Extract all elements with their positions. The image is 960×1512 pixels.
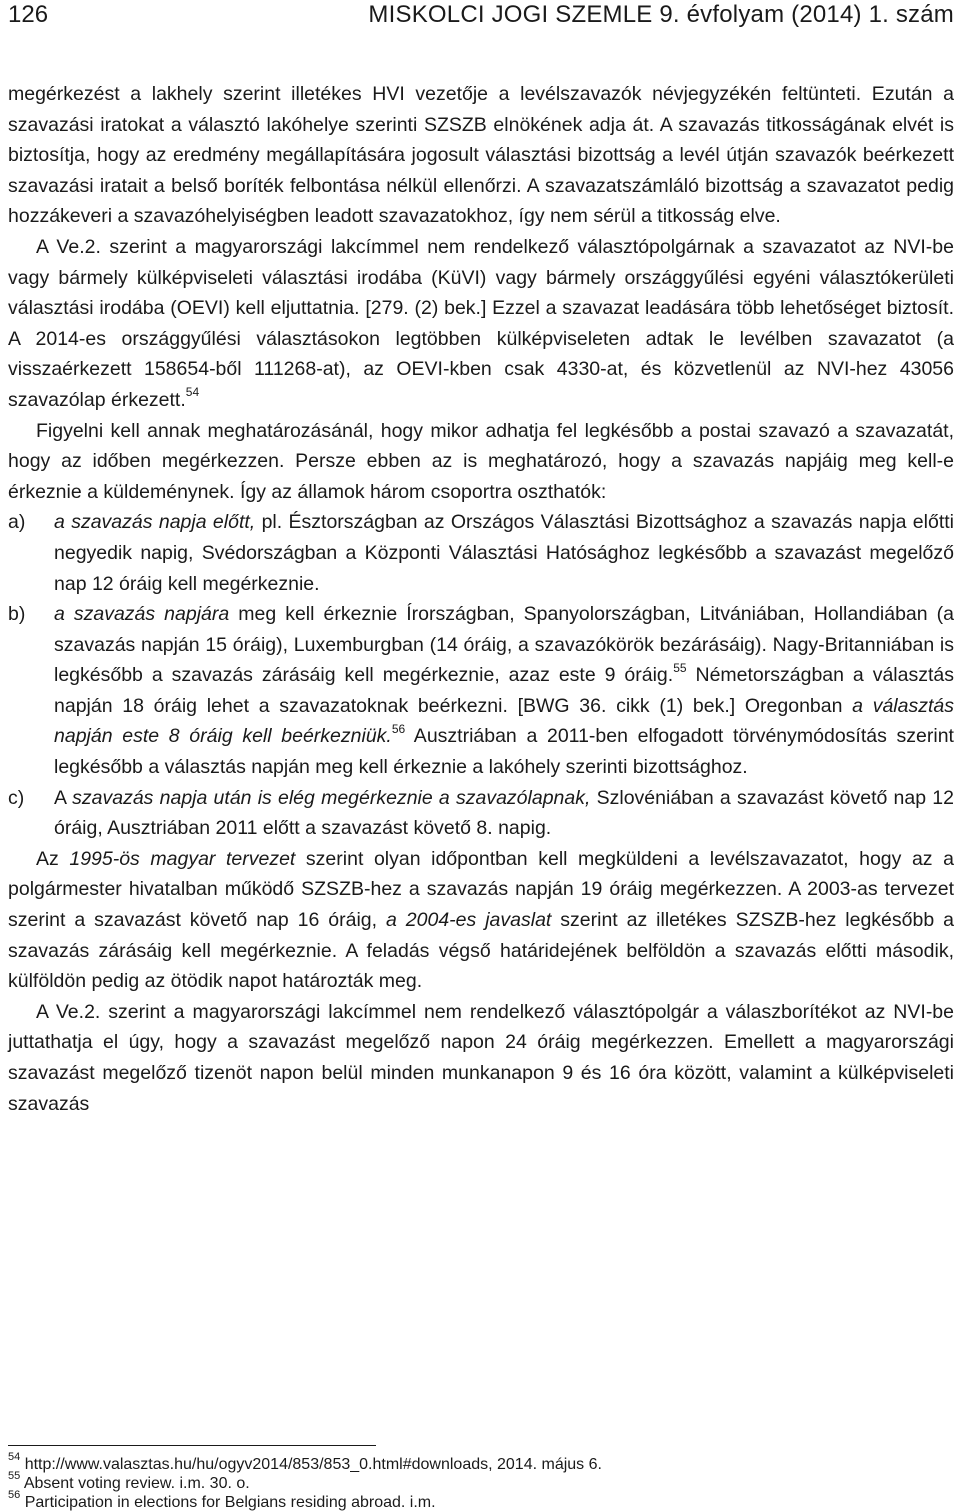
running-header	[8, 0, 954, 50]
list-item: a) a szavazás napja előtt, pl. Észtországban az Országos Választási Bizottsághoz a szavazás napja előtti negyedik napig, Svédországban a Központi Választási Hatósághoz legkésőbb a szavazást megelőző nap 12 óráig kell megérkeznie.	[8, 507, 954, 599]
running-title: MISKOLCI JOGI SZEMLE 9. évfolyam (2014) 1. szám	[368, 1, 954, 28]
paragraph: A Ve.2. szerint a magyarországi lakcímmel nem rendelkező választópolgár a válaszborítékot az NVI-be juttathatja el úgy, hogy a szavazást megelőző napon 24 óráig megérkezzen. Emellett a magyarországi szavazást megelőző tizenöt napon belül minden munkanapon 9 és 16 óra között, valamint a külképviseleti szavazás	[8, 1000, 954, 1115]
paragraph: megérkezést a lakhely szerint illetékes HVI vezetője a levélszavazók névjegyzékén feltünteti. Ezután a szavazási iratokat a választó lakóhelye szerinti SZSZB elnökének adja át. A szavazás titkosságának elvét is biztosítja, hogy az eredmény megállapítására jogosult választási bizottság a levél útján szavazók beérkezett szavazási iratait a belső boríték felbontása nélkül ellenőrzi. A szavazatszámláló bizottság a szavazatot pedig hozzákeveri a szavazóhelyiségben leadott szavazatokhoz, így nem sérül a titkosság elve.	[8, 83, 954, 228]
list-label: b)	[8, 603, 26, 626]
footnote: $^{55}$ Absent voting review. i.m. 30. o.	[8, 1469, 250, 1492]
footnote-ref: 56	[391, 721, 406, 736]
paragraph: A Ve.2. szerint a magyarországi lakcímmel nem rendelkező választópolgárnak a szavazatot az NVI-be vagy bármely külképviseleti választási irodába (KüVI) vagy bármely országgyűlési egyéni választókerületi választási irodába (OEVI) kell eljuttatnia. [279. (2) bek.] Ezzel a szavazat leadására több lehetőséget biztosít. A 2014-es országgyűlési választásokon legtöbben külképviseleten adtak le levélben szavazatot (a visszaérkezett 158654-ből 111268-at), az OEVI-kben csak 4330-at, és közvetlenül az NVI-hez 43056 szavazólap érkezett.$^{54}$	[8, 235, 954, 411]
footnote-separator	[8, 1445, 376, 1446]
footnote-ref: 54	[185, 385, 200, 400]
list-label: a)	[8, 511, 26, 534]
body-text	[8, 79, 954, 1119]
page-number: 126	[8, 1, 49, 28]
list-item: c) A szavazás napja után is elég megérkeznie a szavazólapnak, Szlovéniában a szavazást követő nap 12 óráig, Ausztriában 2011 előtt a szavazást követő 8. napig.	[8, 783, 954, 844]
footnote-ref: 55	[673, 660, 687, 675]
footnotes	[8, 1450, 954, 1512]
paragraph: Az 1995-ös magyar tervezet szerint olyan időpontban kell megküldeni a levélszavazatot, hogy az a polgármester hivatalban működő SZSZB-hez a szavazás napján 19 óráig megérkezzen. A 2003-as tervezet szerint a szavazást követő nap 16 óráig, a 2004-es javaslat szerint az illetékes SZSZB-hez legkésőbb a szavazás zárásáig kell megérkeznie. A feladás végső határidejének belföldön a szavazás előtti második, külföldön pedig az ötödik napot határozták meg.	[8, 847, 954, 993]
list-label: c)	[8, 786, 25, 809]
paragraph: Figyelni kell annak meghatározásánál, hogy mikor adhatja fel legkésőbb a postai szavazó a szavazatát, hogy az időben megérkezzen. Persze ebben az is meghatározó, hogy a szavazás napjáig meg kell-e érkeznie a küldeménynek. Így az államok három csoportra oszthatók:	[8, 419, 954, 503]
list-item: b) a szavazás napjára meg kell érkeznie Írországban, Spanyolországban, Litvániában, Hollandiában (a szavazás napján 15 óráig), Luxemburgban (14 óráig, a szavazókörök bezárásáig). Nagy-Britanniában is legkésőbb a szavazás zárásáig kell megérkeznie, azaz este 9 óráig.$^{55}$ Németországban a választás napján 18 óráig lehet a szavazatoknak beérkezni. [BWG 36. cikk (1) bek.] Oregonban a választás napján este 8 óráig kell beérkezniük.$^{56}$ Ausztriában a 2011-ben elfogadott törvénymódosítás szerint legkésőbb a választás napján meg kell érkeznie a lakóhely szerinti bizottsághoz.	[8, 599, 954, 783]
footnote: $^{56}$ Participation in elections for Belgians residing abroad. i.m.	[8, 1488, 436, 1511]
footnote: $^{54}$ http://www.valasztas.hu/hu/ogyv2014/853/853_0.html#downloads, 2014. május 6.	[8, 1450, 602, 1473]
